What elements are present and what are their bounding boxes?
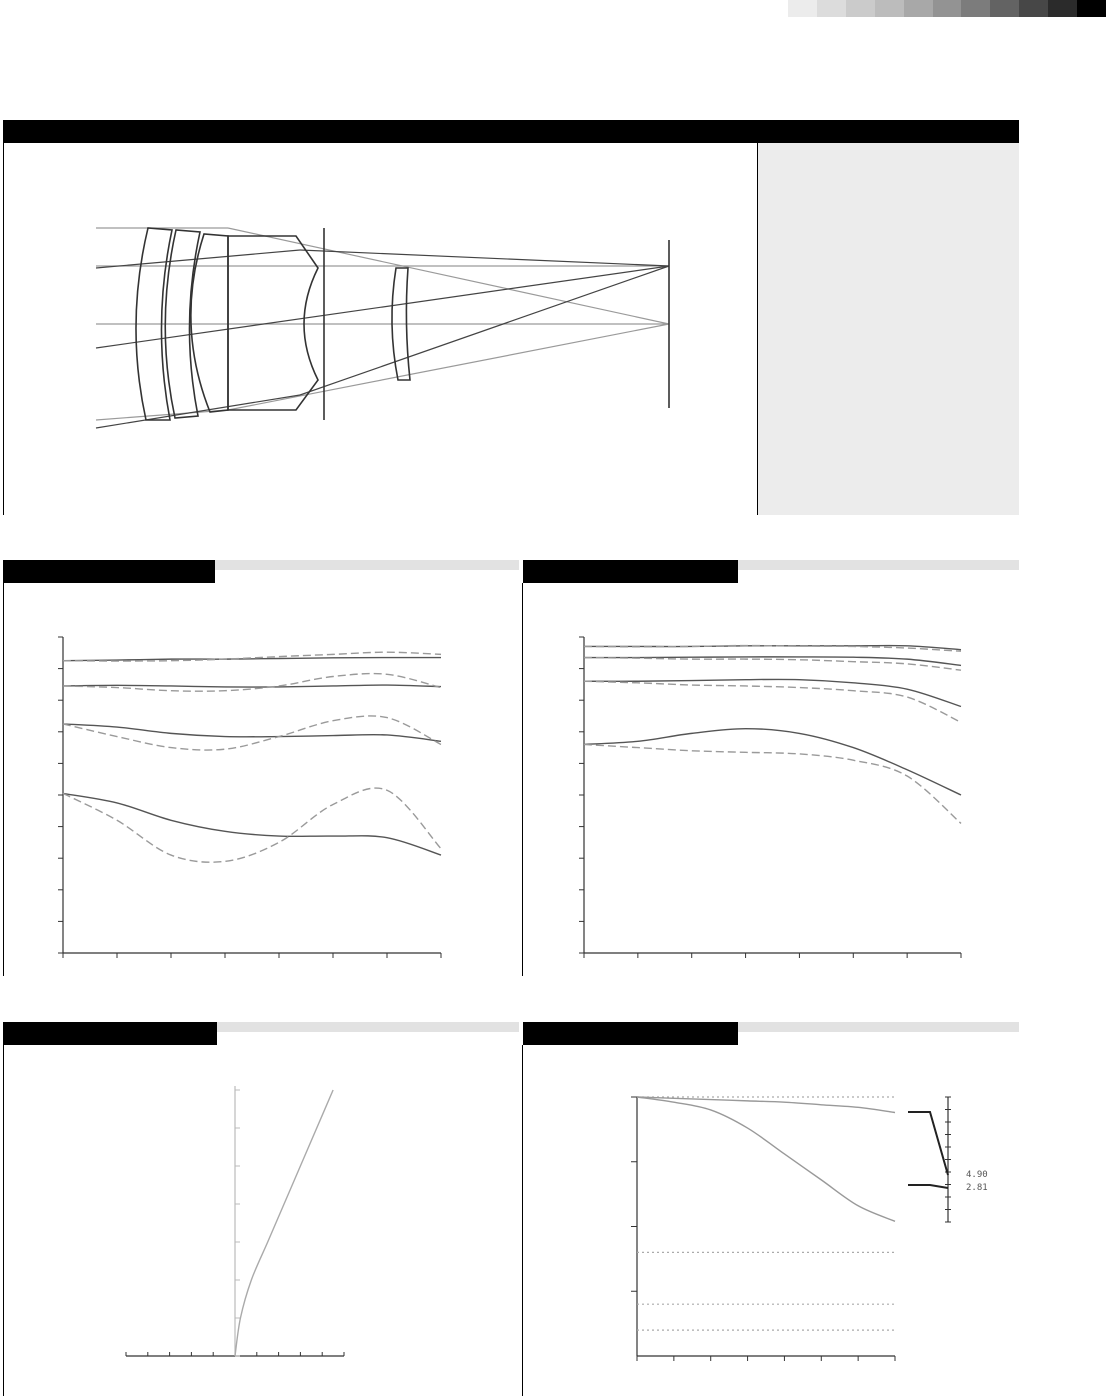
gray-swatch	[1048, 0, 1077, 17]
series-line-2	[584, 646, 961, 652]
indicator-pointer-1	[908, 1112, 948, 1175]
side-panel	[758, 143, 1019, 515]
panel-header-top-right	[523, 560, 738, 583]
gray-swatch	[1077, 0, 1106, 17]
mtf-series-1	[637, 1097, 895, 1113]
series-line-1	[584, 646, 961, 650]
series-line-8	[584, 744, 961, 823]
lens-diagram-header-bar	[3, 120, 1019, 143]
panel-bottom-right-border	[522, 1045, 523, 1396]
series-line-4	[63, 674, 441, 692]
lens-element-3	[191, 234, 228, 412]
panel-top-right-border	[522, 583, 523, 976]
gray-swatch	[990, 0, 1019, 17]
lens-elements	[136, 228, 410, 420]
dark-rays	[96, 250, 669, 428]
distortion-curve	[235, 1090, 333, 1356]
panel-bottom-left-border	[3, 1045, 4, 1396]
panel-header-top-right-extension	[738, 560, 1019, 570]
panel-top-left-border	[3, 583, 4, 976]
panel-header-top-left	[3, 560, 215, 583]
lens-diagram-left-border	[3, 143, 4, 515]
annotation-value-2: 2.81	[966, 1183, 988, 1193]
series-line-5	[63, 724, 441, 741]
panel-header-bottom-right	[523, 1022, 738, 1045]
series-line-1	[63, 658, 441, 661]
panel-header-top-left-extension	[215, 560, 519, 570]
mtf-series-2	[637, 1097, 895, 1221]
panel-header-bottom-left-extension	[217, 1022, 519, 1032]
series-line-3	[63, 685, 441, 687]
series-line-5	[584, 679, 961, 706]
panel-header-bottom-left	[3, 1022, 217, 1045]
gray-swatch	[1019, 0, 1048, 17]
gray-swatch	[904, 0, 933, 17]
series-line-7	[584, 729, 961, 795]
gray-swatch	[961, 0, 990, 17]
light-rays	[96, 228, 669, 420]
gray-swatch	[817, 0, 846, 17]
series-line-6	[584, 681, 961, 722]
gray-swatch	[788, 0, 817, 17]
lens-element-4	[228, 236, 318, 410]
lens-element-2	[165, 230, 200, 418]
lens-element-1	[136, 228, 172, 420]
annotation-value-1: 4.90	[966, 1170, 988, 1180]
series-line-2	[63, 652, 441, 661]
series-line-3	[584, 657, 961, 666]
gray-swatch	[875, 0, 904, 17]
series-line-7	[63, 793, 441, 855]
indicator-pointer-2	[908, 1185, 948, 1188]
series-line-6	[63, 716, 441, 750]
gray-swatch	[933, 0, 962, 17]
gray-swatch	[846, 0, 875, 17]
series-line-8	[63, 788, 441, 862]
series-line-4	[584, 658, 961, 671]
panel-header-bottom-right-extension	[738, 1022, 1019, 1032]
lens-element-5	[392, 268, 410, 380]
gray-scale-strip	[788, 0, 1106, 17]
